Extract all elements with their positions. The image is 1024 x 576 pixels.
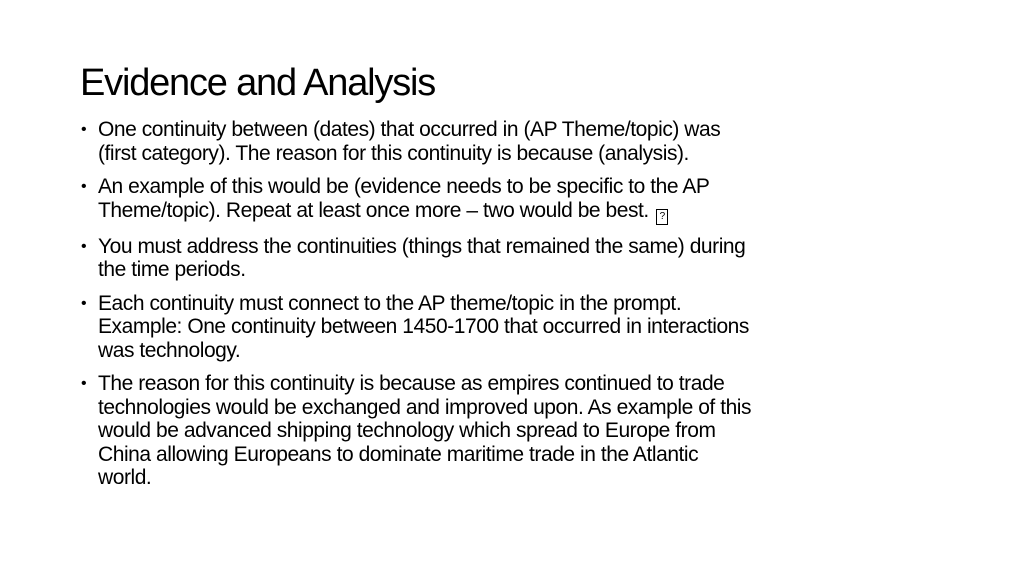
bullet-line-with-glyph: [98, 199, 960, 225]
bullet-item: [80, 292, 960, 363]
bullet-icon: •: [81, 121, 87, 138]
bullet-line: Each continuity must connect to the AP theme/topic in the prompt.: [98, 291, 682, 315]
bullet-line: the time periods.: [98, 258, 246, 281]
bullet-line: was technology.: [98, 338, 241, 362]
bullet-icon: •: [81, 375, 87, 392]
bullet-icon: •: [81, 178, 87, 195]
bullet-line: An example of this would be (evidence needs to be specific to the AP: [98, 175, 710, 198]
bullet-item: [80, 175, 960, 225]
bullet-line: You must address the continuities (things that remained the same) during: [98, 234, 746, 258]
bullet-line: world.: [98, 466, 152, 489]
missing-glyph-icon: ?: [656, 209, 668, 225]
bullet-line: The reason for this continuity is because as empires continued to trade: [98, 372, 725, 395]
bullet-icon: •: [81, 237, 87, 255]
bullet-list: [80, 118, 960, 500]
bullet-item: [80, 118, 960, 165]
bullet-item: [80, 235, 960, 282]
bullet-line: (first category). The reason for this continuity is because (analysis).: [98, 141, 689, 165]
bullet-line-text: Theme/topic). Repeat at least once more – two would be best.: [98, 198, 649, 222]
bullet-item: [80, 372, 960, 490]
bullet-line: technologies would be exchanged and improved upon. As example of this: [98, 395, 752, 419]
bullet-line: would be advanced shipping technology which spread to Europe from: [98, 419, 716, 442]
slide-title: Evidence and Analysis: [80, 62, 436, 104]
bullet-line: One continuity between (dates) that occurred in (AP Theme/topic) was: [98, 118, 721, 141]
bullet-line: Example: One continuity between 1450-1700 that occurred in interactions: [98, 315, 749, 338]
bullet-line: China allowing Europeans to dominate maritime trade in the Atlantic: [98, 442, 699, 466]
bullet-icon: •: [81, 294, 87, 312]
